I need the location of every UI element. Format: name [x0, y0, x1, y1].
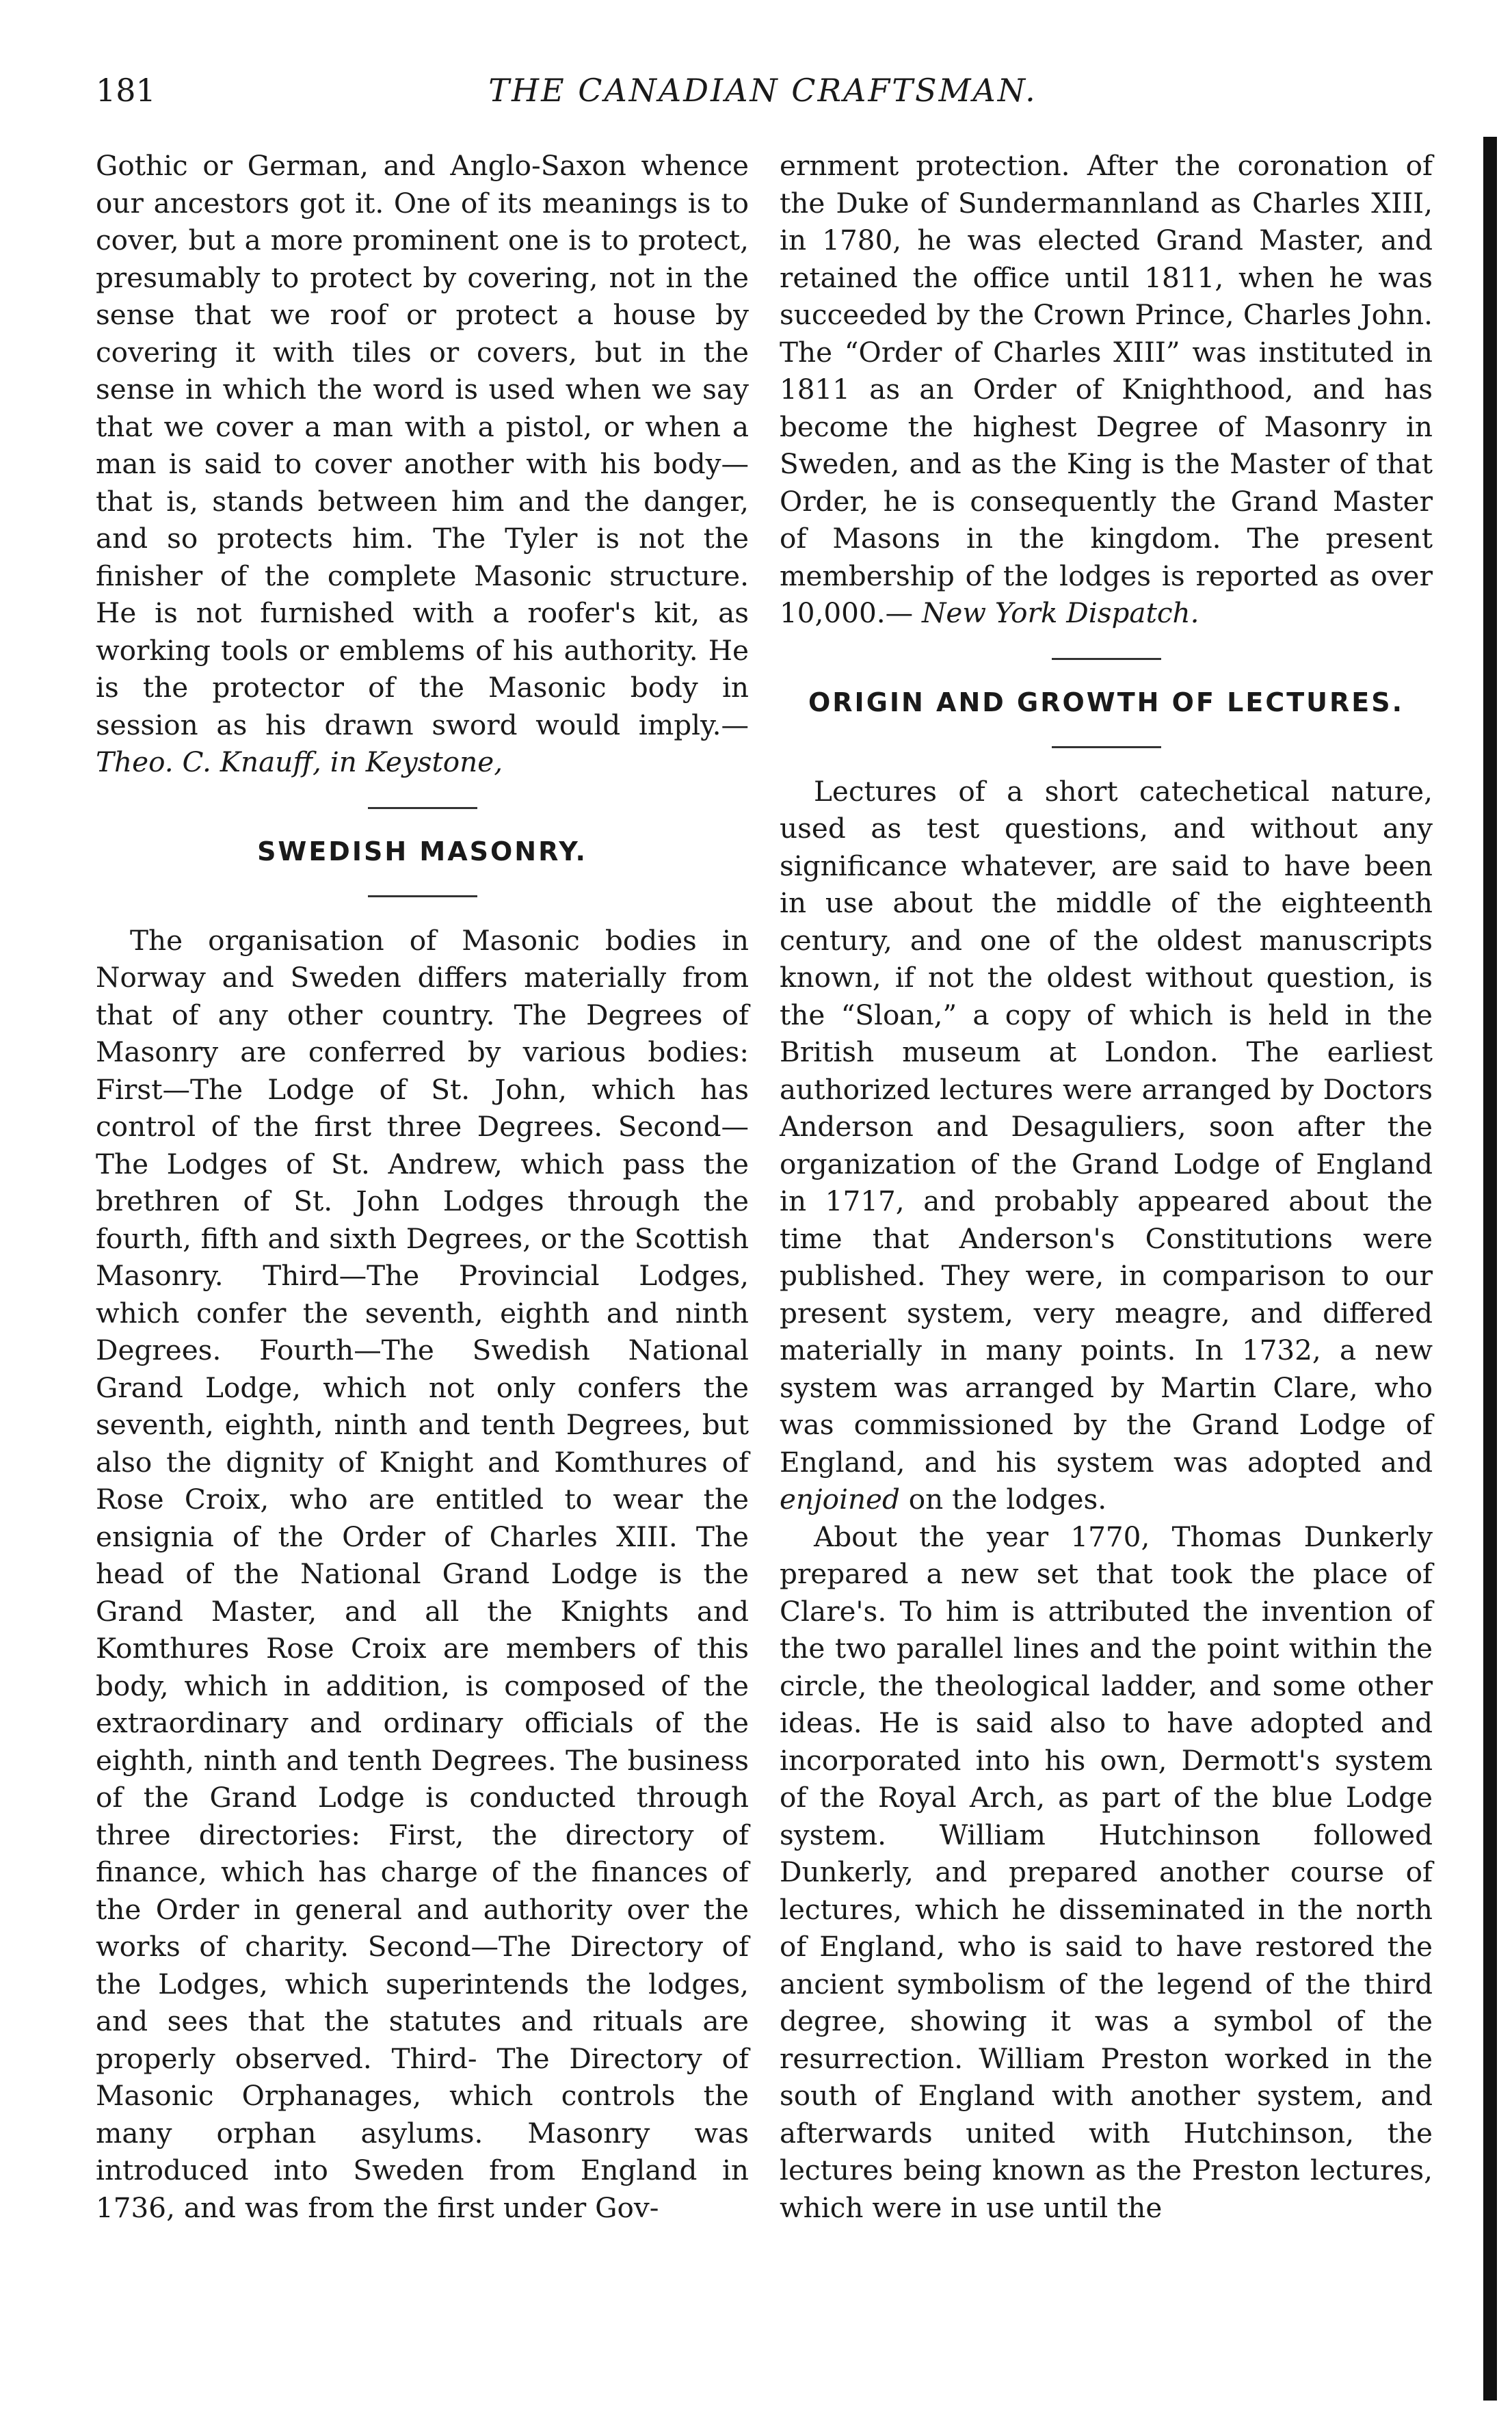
lectures-paragraph-1-text: Lectures of a short catechetical nature, used as test questions, and without any significance whatever, are said to have been in use about the middle of the eighteenth century, and one of the oldest manuscripts known, if not the oldest without question, is the “Sloan,” a copy of which is held in the British museum at London. The earliest authorized lectures were arranged by Doctors Anderson and Desaguliers, soon after the organization of the Grand Lodge of England in 1717, and probably appeared about the time that Anderson's Constitutions were published. They were, in comparison to our present system, very meagre, and differed materially in many points. In 1732, a new system was arranged by Martin Clare, who was commissioned by the Grand Lodge of England, and his system was adopted and [780, 774, 1433, 1479]
lectures-paragraph-1-end: on the lodges. [899, 1483, 1107, 1516]
continuation-paragraph-text: ernment protection. After the coronation of the Duke of Sundermannland as Charles XIII, in 1780, he was elected Grand Master, and retained the office until 1811, when he was succeeded by the Crown Prince, Charles John. The “Order of Charles XIII” was instituted in 1811 as an Order of Knighthood, and has become the highest Degree of Masonry in Sweden, and as the King is the Master of that Order, he is consequently the Grand Master of Masons in the kingdom. The present membership of the lodges is reported as over 10,000.— [780, 149, 1433, 629]
running-head [96, 65, 1430, 127]
continuation-source: New York Dispatch. [921, 596, 1199, 629]
binding-edge-mark [1483, 137, 1497, 2401]
section-title-swedish-masonry: SWEDISH MASONRY. [257, 836, 587, 867]
section-divider [1052, 746, 1161, 748]
continuation-paragraph [780, 147, 1433, 632]
right-column [780, 147, 1433, 2226]
section-divider [368, 807, 477, 809]
lectures-paragraph-1 [780, 773, 1433, 1518]
lectures-paragraph-2: About the year 1770, Thomas Dunkerly prepared a new set that took the place of Clare's. To him is attributed the invention of the two parallel lines and the point within the circle, the theological ladder, and some other ideas. He is said also to have adopted and incorporated into his own, Dermott's system of the Royal Arch, as part of the blue Lodge system. William Hutchinson followed Dunkerly, and prepared another course of lectures, which he disseminated in the north of England, who is said to have restored the ancient symbolism of the legend of the third degree, showing it was a symbol of the resurrection. William Preston worked in the south of England with another system, and afterwards united with Hutchinson, the lectures being known as the Preston lectures, which were in use until the [780, 1520, 1433, 2224]
lectures-emphasis: enjoined [780, 1483, 900, 1516]
section-title-lectures: ORIGIN AND GROWTH OF LECTURES. [808, 687, 1405, 717]
section-divider [1052, 658, 1161, 660]
section-divider [368, 895, 477, 897]
text-columns [96, 147, 1433, 2226]
left-column [96, 147, 749, 2226]
page-number: 181 [96, 72, 156, 109]
opening-paragraph [96, 147, 749, 781]
opening-signature: Theo. C. Knauff, in Keystone, [96, 745, 503, 778]
swedish-masonry-paragraph: The organisation of Masonic bodies in Norway and Sweden differs materially from that of any other country. The Degrees of Masonry are conferred by various bodies: First—The Lodge of St. John, which has control of the first three Degrees. Second—The Lodges of St. Andrew, which pass the brethren of St. John Lodges through the fourth, fifth and sixth Degrees, or the Scottish Masonry. Third—The Provincial Lodges, which confer the seventh, eighth and ninth Degrees. Fourth—The Swedish National Grand Lodge, which not only confers the seventh, eighth, ninth and tenth Degrees, but also the dignity of Knight and Komthures of Rose Croix, who are entitled to wear the ensignia of the Order of Charles XIII. The head of the National Grand Lodge is the Grand Master, and all the Knights and Komthures Rose Croix are members of this body, which in addition, is composed of the extraordinary and ordinary officials of the eighth, ninth and tenth Degrees. The business of the Grand Lodge is conducted through three directories: First, the directory of finance, which has charge of the finances of the Order in general and authority over the works of charity. Second—The Directory of the Lodges, which superintends the lodges, and sees that the statutes and rituals are properly observed. Third- The Directory of Masonic Orphanages, which controls the many orphan asylums. Masonry was introduced into Sweden from England in 1736, and was from the first under Gov- [96, 923, 749, 2224]
journal-title: THE CANADIAN CRAFTSMAN. [488, 72, 1037, 109]
opening-paragraph-text: Gothic or German, and Anglo-Saxon whence our ancestors got it. One of its meanings is to cover, but a more prominent one is to protect, presumably to protect by covering, not in the sense that we roof or protect a house by covering it with tiles or covers, but in the sense in which the word is used when we say that we cover a man with a pistol, or when a man is said to cover another with his body—that is, stands between him and the danger, and so protects him. The Tyler is not the finisher of the complete Masonic structure. He is not furnished with a roofer's kit, as working tools or emblems of his authority. He is the protector of the Masonic body in session as his drawn sword would imply.— [96, 149, 749, 741]
